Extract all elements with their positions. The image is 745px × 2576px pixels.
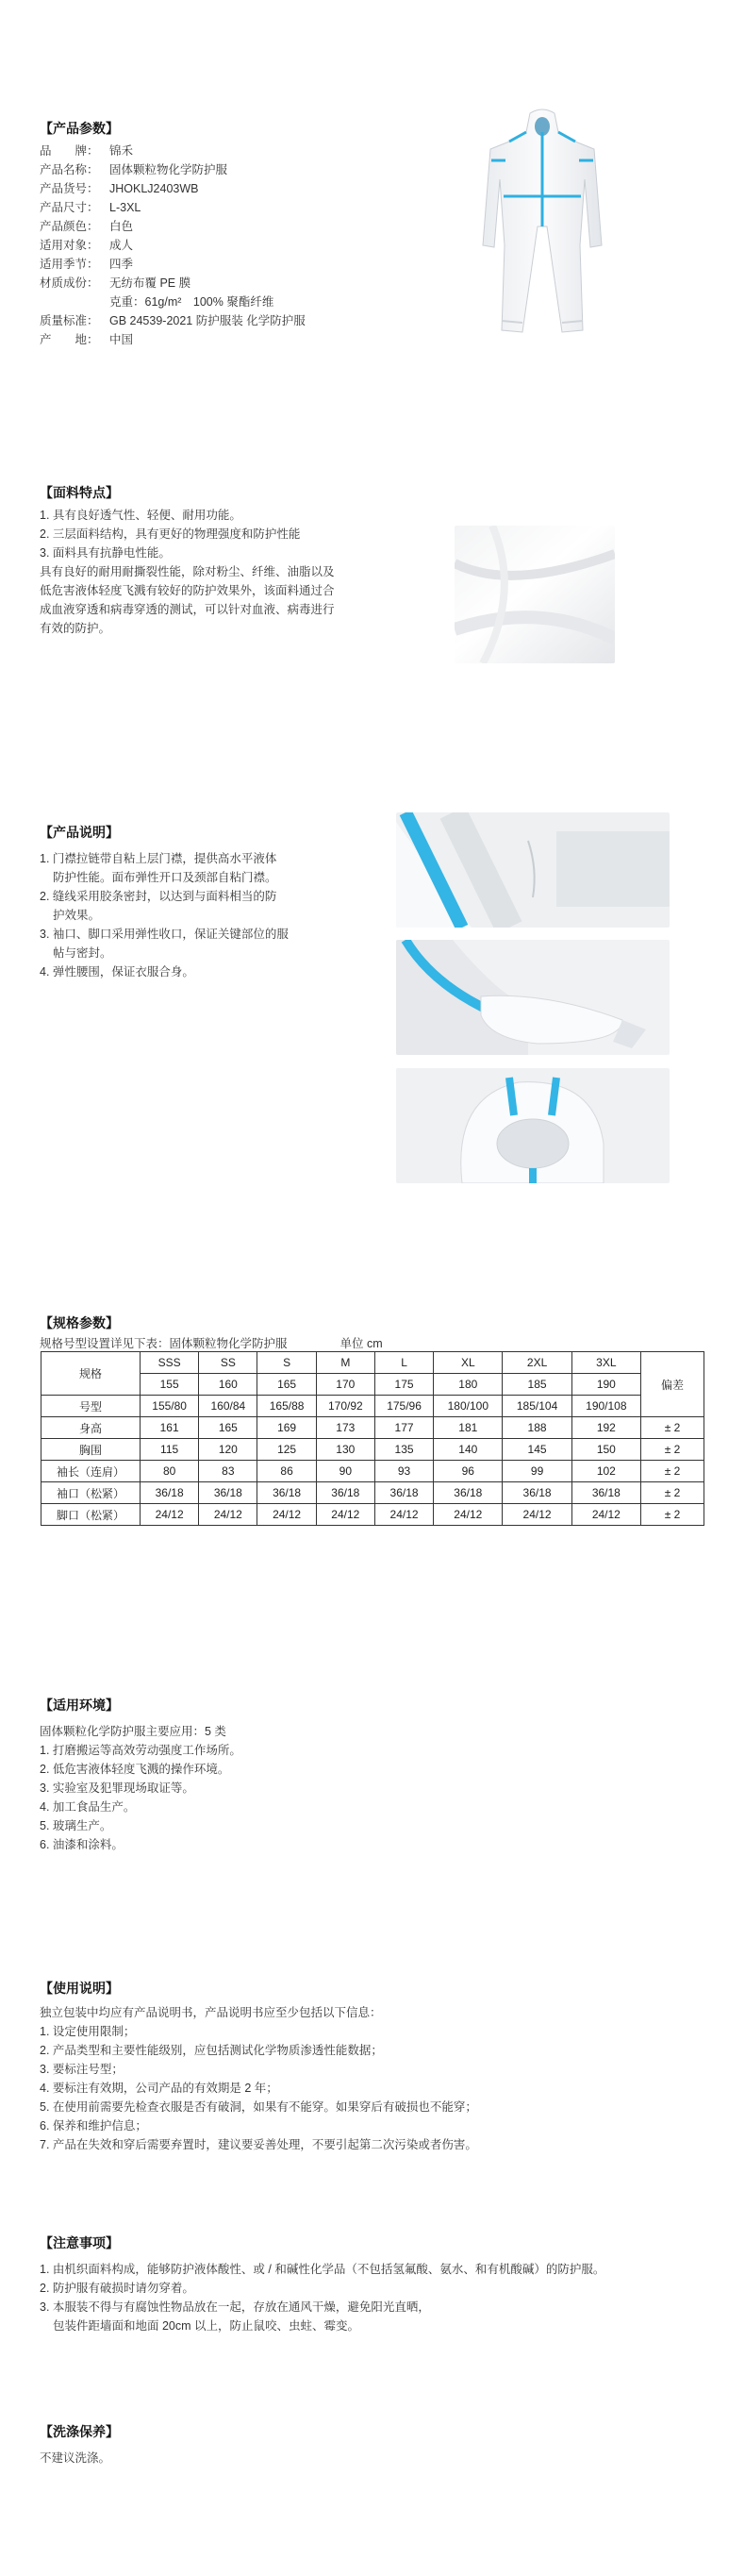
table-cell: 24/12: [374, 1504, 433, 1526]
table-cell: 140: [434, 1439, 503, 1461]
text-line: 7. 产品在失效和穿后需要弃置时，建议要妥善处理，不要引起第二次污染或者伤害。: [40, 2138, 477, 2151]
section-description: [0, 811, 745, 1208]
size-code: 3XL: [571, 1352, 640, 1374]
param-value: 克重：61g/m² 100% 聚酯纤维: [109, 295, 274, 309]
table-cell: 83: [199, 1461, 257, 1482]
param-value: L-3XL: [109, 201, 141, 214]
table-cell: 125: [257, 1439, 316, 1461]
section-usage: [0, 1967, 745, 2194]
row-deviation: ± 2: [641, 1461, 704, 1482]
text-line: 护效果。: [53, 909, 101, 922]
size-code: L: [374, 1352, 433, 1374]
text-line: 不建议洗涤。: [40, 2451, 111, 2465]
size-spec-label: 规格: [41, 1352, 141, 1396]
size-height: 170: [316, 1374, 374, 1396]
param-key: 质量标准：: [40, 314, 99, 327]
table-cell: 24/12: [434, 1504, 503, 1526]
size-title: 【规格参数】: [40, 1315, 119, 1330]
param-row: [40, 198, 306, 217]
notes-title: 【注意事项】: [40, 2235, 119, 2250]
size-height-row: [41, 1374, 704, 1396]
table-cell: 36/18: [503, 1482, 571, 1504]
table-cell: 145: [503, 1439, 571, 1461]
section-product-params: [0, 0, 745, 359]
param-row: [40, 274, 306, 293]
text-line: 包装件距墙面和地面 20cm 以上，防止鼠咬、虫蛀、霉变。: [53, 2319, 360, 2333]
desc-title: 【产品说明】: [40, 825, 119, 840]
param-row: [40, 293, 306, 311]
fabric-title: 【面料特点】: [40, 485, 119, 500]
table-cell: 36/18: [374, 1482, 433, 1504]
param-key: 产品尺寸：: [40, 201, 99, 214]
product-photo-coverall: [472, 104, 613, 340]
size-table: [41, 1351, 704, 1526]
table-cell: 36/18: [316, 1482, 374, 1504]
table-row: [41, 1461, 704, 1482]
param-row: [40, 255, 306, 274]
table-cell: 36/18: [571, 1482, 640, 1504]
text-line: 5. 在使用前需要先检查衣服是否有破洞，如果有不能穿。如果穿后有破损也不能穿；: [40, 2100, 477, 2114]
table-row: [41, 1439, 704, 1461]
table-cell: 36/18: [141, 1482, 199, 1504]
table-cell: 185/104: [503, 1396, 571, 1417]
param-key: 适用季节：: [40, 258, 99, 271]
param-value: 锦禾: [109, 144, 134, 158]
size-unit: 单位 cm: [339, 1337, 383, 1350]
param-value: 固体颗粒物化学防护服: [109, 163, 228, 176]
table-cell: 188: [503, 1417, 571, 1439]
text-line: 防护性能。面布弹性开口及颈部自粘门襟。: [53, 871, 277, 884]
table-cell: 80: [141, 1461, 199, 1482]
size-height: 165: [257, 1374, 316, 1396]
param-key: 产 地：: [40, 333, 99, 346]
table-cell: 161: [141, 1417, 199, 1439]
param-value: GB 24539-2021 防护服装 化学防护服: [109, 314, 306, 327]
table-cell: 192: [571, 1417, 640, 1439]
detail-photo-zipper: [396, 812, 670, 928]
row-label: 袖口（松紧）: [41, 1482, 141, 1504]
table-cell: 130: [316, 1439, 374, 1461]
size-code: M: [316, 1352, 374, 1374]
fabric-list: [40, 506, 335, 638]
table-cell: 24/12: [257, 1504, 316, 1526]
detail-photo-hood: [396, 1068, 670, 1183]
detail-photo-cuff: [396, 940, 670, 1055]
text-line: 3. 袖口、脚口采用弹性收口，保证关键部位的服: [40, 928, 289, 941]
table-cell: 177: [374, 1417, 433, 1439]
zipper-detail: [396, 812, 670, 928]
table-row: [41, 1396, 704, 1417]
text-line: 有效的防护。: [40, 622, 111, 635]
table-row: [41, 1482, 704, 1504]
section-notes: [0, 2222, 745, 2364]
text-line: 2. 产品类型和主要性能级别，应包括测试化学物质渗透性能数据；: [40, 2044, 383, 2057]
table-cell: 93: [374, 1461, 433, 1482]
param-key: 品 牌：: [40, 144, 99, 158]
section-fabric: [0, 472, 745, 698]
text-line: 6. 保养和维护信息；: [40, 2119, 147, 2133]
param-value: 中国: [109, 333, 134, 346]
table-cell: 36/18: [257, 1482, 316, 1504]
table-row: [41, 1417, 704, 1439]
table-cell: 165/88: [257, 1396, 316, 1417]
table-cell: 96: [434, 1461, 503, 1482]
table-cell: 190/108: [571, 1396, 640, 1417]
size-dev-label: 偏差: [641, 1352, 704, 1417]
size-header-row: [41, 1352, 704, 1374]
text-line: 低危害液体轻度飞溅有较好的防护效果外，该面料通过合: [40, 584, 335, 597]
text-line: 2. 低危害液体轻度飞溅的操作环境。: [40, 1763, 230, 1776]
param-value: 白色: [109, 220, 134, 233]
table-cell: 24/12: [141, 1504, 199, 1526]
param-key: 产品货号：: [40, 182, 99, 195]
param-row: [40, 217, 306, 236]
table-cell: 86: [257, 1461, 316, 1482]
size-code: SS: [199, 1352, 257, 1374]
size-code: 2XL: [503, 1352, 571, 1374]
size-height: 180: [434, 1374, 503, 1396]
usage-title: 【使用说明】: [40, 1981, 119, 1996]
table-cell: 115: [141, 1439, 199, 1461]
text-line: 4. 加工食品生产。: [40, 1800, 136, 1814]
text-line: 6. 油漆和涂料。: [40, 1838, 124, 1851]
table-cell: 24/12: [316, 1504, 374, 1526]
row-label: 号型: [41, 1396, 141, 1417]
fabric-texture: [455, 526, 615, 663]
table-cell: 160/84: [199, 1396, 257, 1417]
text-line: 5. 玻璃生产。: [40, 1819, 112, 1832]
size-height: 185: [503, 1374, 571, 1396]
env-title: 【适用环境】: [40, 1698, 119, 1713]
table-cell: 175/96: [374, 1396, 433, 1417]
table-cell: 90: [316, 1461, 374, 1482]
row-deviation: ± 2: [641, 1504, 704, 1526]
text-line: 独立包装中均应有产品说明书，产品说明书应至少包括以下信息：: [40, 2006, 382, 2019]
text-line: 具有良好的耐用耐撕裂性能，除对粉尘、纤维、油脂以及: [40, 565, 335, 578]
row-label: 袖长（连肩）: [41, 1461, 141, 1482]
table-cell: 24/12: [503, 1504, 571, 1526]
wash-list: [40, 2449, 110, 2467]
section-environment: [0, 1684, 745, 1873]
size-height: 190: [571, 1374, 640, 1396]
section-size: [0, 1302, 745, 1604]
size-subtitle-row: [40, 1334, 383, 1353]
row-label: 胸围: [41, 1439, 141, 1461]
text-line: 3. 面料具有抗静电性能。: [40, 546, 171, 560]
text-line: 1. 打磨搬运等高效劳动强度工作场所。: [40, 1744, 241, 1757]
param-key: 产品颜色：: [40, 220, 99, 233]
table-row: [41, 1504, 704, 1526]
text-line: 成血液穿透和病毒穿透的测试，可以针对血液、病毒进行: [40, 603, 335, 616]
text-line: 3. 要标注号型；: [40, 2063, 124, 2076]
param-row: [40, 311, 306, 330]
text-line: 4. 要标注有效期，公司产品的有效期是 2 年；: [40, 2082, 278, 2095]
param-value: 成人: [109, 239, 134, 252]
table-cell: 24/12: [199, 1504, 257, 1526]
text-line: 2. 防护服有破损时请勿穿着。: [40, 2282, 194, 2295]
param-row: [40, 179, 306, 198]
table-cell: 169: [257, 1417, 316, 1439]
row-deviation: ± 2: [641, 1439, 704, 1461]
param-value: 无纺布覆 PE 膜: [109, 276, 191, 290]
size-code: XL: [434, 1352, 503, 1374]
size-code: SSS: [141, 1352, 199, 1374]
text-line: 2. 缝线采用胶条密封，以达到与面料相当的防: [40, 890, 277, 903]
usage-list: [40, 2003, 477, 2154]
wash-title: 【洗涤保养】: [40, 2424, 119, 2439]
text-line: 帖与密封。: [53, 946, 112, 960]
row-label: 脚口（松紧）: [41, 1504, 141, 1526]
table-cell: 180/100: [434, 1396, 503, 1417]
size-height: 155: [141, 1374, 199, 1396]
param-key: 适用对象：: [40, 239, 99, 252]
table-cell: 155/80: [141, 1396, 199, 1417]
param-row: [40, 160, 306, 179]
param-value: 四季: [109, 258, 134, 271]
table-cell: 102: [571, 1461, 640, 1482]
text-line: 4. 弹性腰围，保证衣服合身。: [40, 965, 194, 979]
text-line: 1. 门襟拉链带自粘上层门襟，提供高水平液体: [40, 852, 277, 865]
size-height: 175: [374, 1374, 433, 1396]
row-label: 身高: [41, 1417, 141, 1439]
text-line: 2. 三层面料结构，具有更好的物理强度和防护性能: [40, 527, 301, 541]
table-cell: 36/18: [434, 1482, 503, 1504]
size-subtitle: 规格号型设置详见下表：固体颗粒物化学防护服: [40, 1337, 288, 1350]
param-row: [40, 236, 306, 255]
table-cell: 36/18: [199, 1482, 257, 1504]
text-line: 1. 由机织面料构成，能够防护液体酸性、或 / 和碱性化学品（不包括氢氟酸、氨水、和有机酸碱）的防护服。: [40, 2263, 605, 2276]
text-line: 1. 设定使用限制；: [40, 2025, 136, 2038]
notes-list: [40, 2260, 604, 2335]
table-cell: 135: [374, 1439, 433, 1461]
table-cell: 165: [199, 1417, 257, 1439]
param-row: [40, 330, 306, 349]
cuff-detail: [396, 940, 670, 1055]
env-list: [40, 1722, 241, 1854]
table-cell: 99: [503, 1461, 571, 1482]
table-cell: 120: [199, 1439, 257, 1461]
params-title: 【产品参数】: [40, 121, 119, 136]
param-key: 产品名称：: [40, 163, 99, 176]
size-height: 160: [199, 1374, 257, 1396]
text-line: 1. 具有良好透气性、轻便、耐用功能。: [40, 509, 241, 522]
table-cell: 173: [316, 1417, 374, 1439]
coverall-illustration: [472, 104, 613, 340]
param-key: 材质成份：: [40, 276, 99, 290]
hood-detail: [396, 1068, 670, 1183]
row-deviation: ± 2: [641, 1482, 704, 1504]
table-cell: 24/12: [571, 1504, 640, 1526]
row-deviation: ± 2: [641, 1417, 704, 1439]
params-list: [40, 142, 306, 349]
table-cell: 181: [434, 1417, 503, 1439]
param-value: JHOKLJ2403WB: [109, 182, 199, 195]
param-row: [40, 142, 306, 160]
desc-list: [40, 849, 289, 981]
table-cell: 150: [571, 1439, 640, 1461]
text-line: 3. 实验室及犯罪现场取证等。: [40, 1781, 194, 1795]
section-wash: [0, 2411, 745, 2505]
size-code: S: [257, 1352, 316, 1374]
fabric-photo: [455, 526, 615, 663]
text-line: 3. 本服装不得与有腐蚀性物品放在一起，存放在通风干燥，避免阳光直晒，: [40, 2300, 430, 2314]
text-line: 固体颗粒化学防护服主要应用：5 类: [40, 1725, 226, 1738]
table-cell: 170/92: [316, 1396, 374, 1417]
